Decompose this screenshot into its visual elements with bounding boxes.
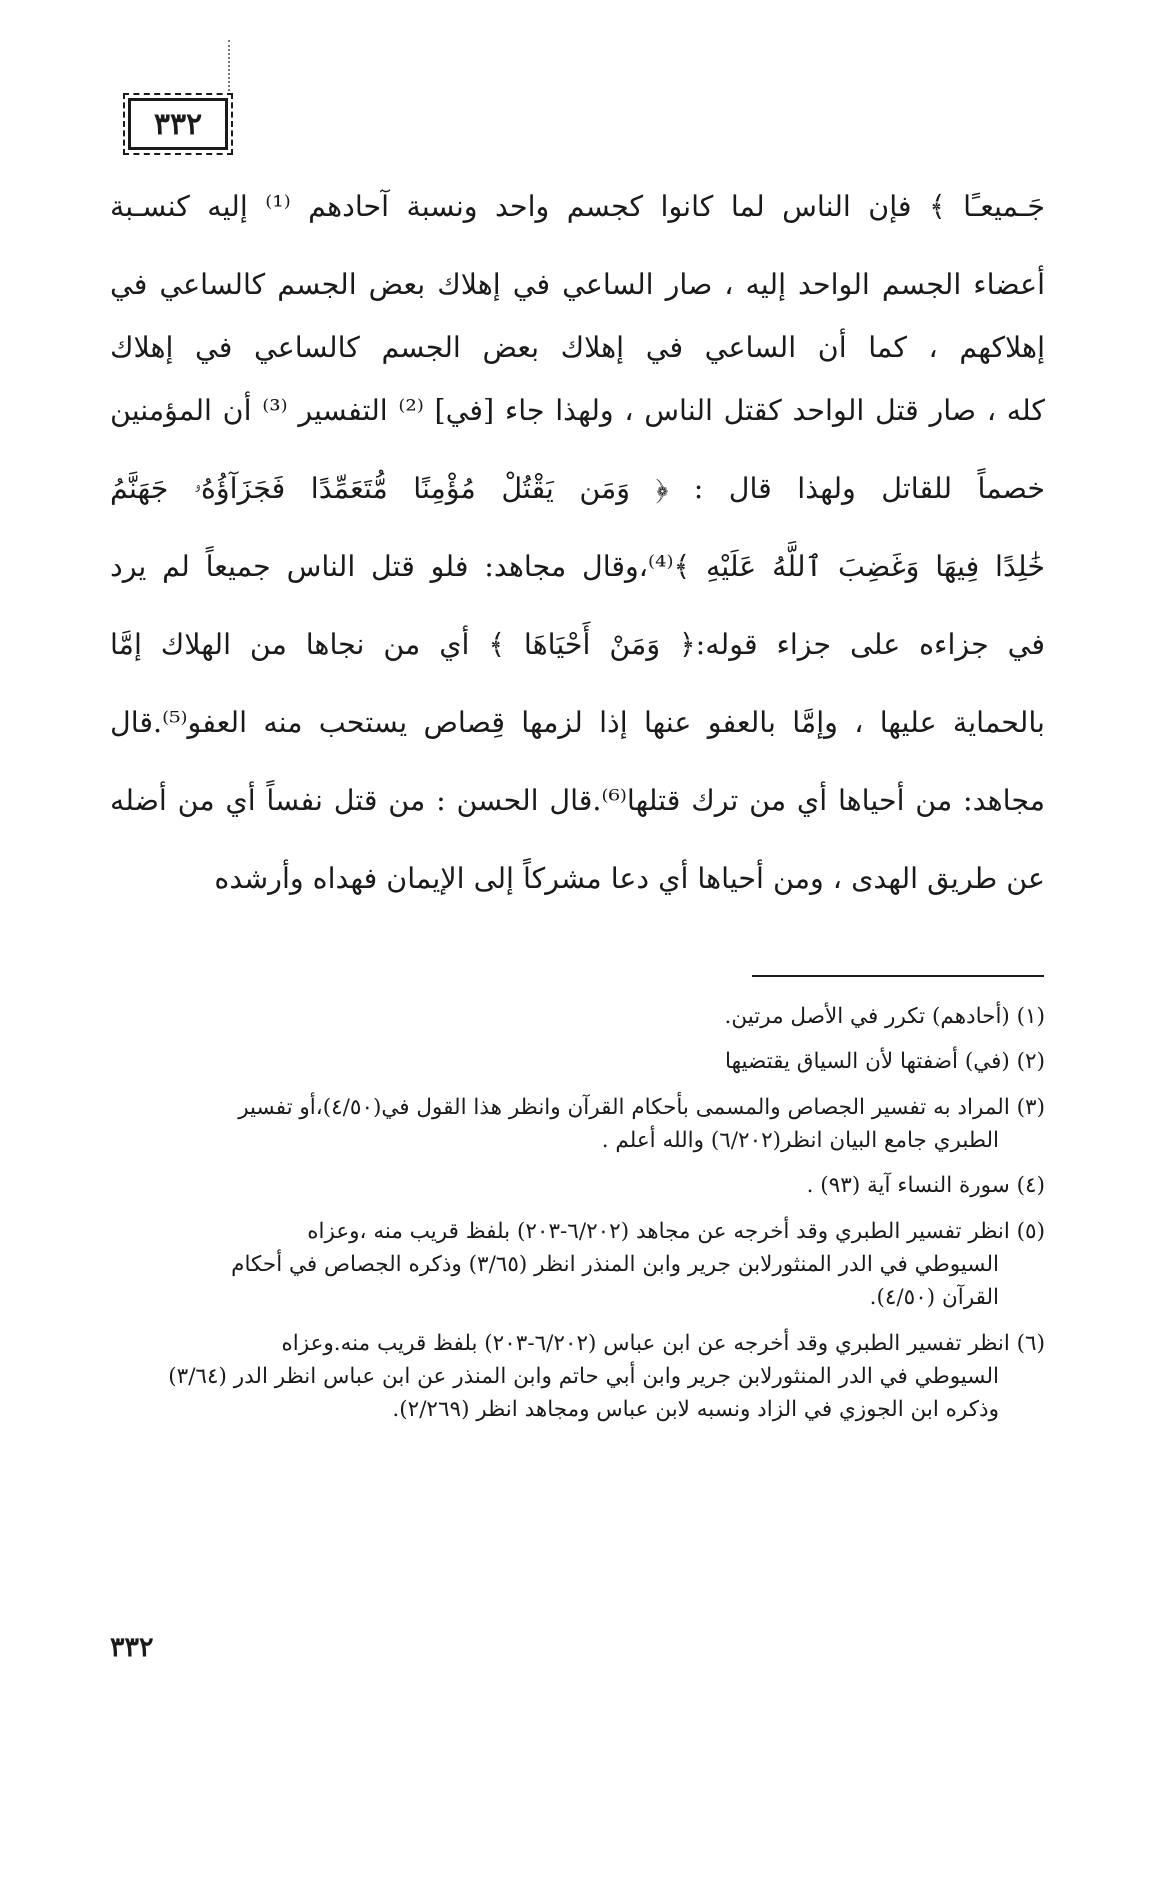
footnote-number: (١) xyxy=(1016,1004,1045,1029)
text-line: مجاهد: من أحياها أي من ترك قتلها⁽⁶⁾.قال الحسن : من قتل نفساً أي من أضله xyxy=(110,784,1045,817)
footnote-continuation: السيوطي في الدر المنثورلابن جرير وابن أبي حاتم وابن المنذر عن ابن عباس انظر الدر (٣/٦٤) xyxy=(168,1363,999,1389)
footnote-number: (٦) xyxy=(1016,1330,1045,1356)
footnote-text: (في) أضفتها لأن السياق يقتضيها xyxy=(725,1049,1010,1075)
footnote xyxy=(110,1000,1045,1033)
text-line: عن طريق الهدى ، ومن أحياها أي دعا مشركاً إلى الإيمان فهداه وأرشده xyxy=(214,862,1045,895)
footnote-number: (٢) xyxy=(1016,1049,1045,1075)
footnote-text: (أحادهم) تكرر في الأصل مرتين. xyxy=(724,1004,1010,1029)
margin-mark xyxy=(228,40,232,95)
footnote xyxy=(110,1327,1045,1427)
main-text xyxy=(110,168,1045,918)
text-line: خصماً للقاتل ولهذا قال : ﴿ وَمَن يَقْتُلْ مُؤْمِنًا مُّتَعَمِّدًا فَجَزَآؤُهُۥ جَهَنَّمُ xyxy=(110,472,1045,505)
page-number-box: ٣٣٢ xyxy=(128,98,228,150)
footnote-number: (٥) xyxy=(1016,1218,1045,1244)
text-line: إهلاكهم ، كما أن الساعي في إهلاك بعض الجسم كالساعي في إهلاك xyxy=(110,331,1045,364)
text-line: جَـميعـًا ﴾ فإن الناس لما كانوا كجسم واحد ونسبة آحادهم ⁽¹⁾ إليه كنسـبة xyxy=(110,190,1045,223)
footnote-continuation: القرآن (٤/٥٠). xyxy=(869,1285,999,1311)
text-line: بالحماية عليها ، وإمَّا بالعفو عنها إذا لزمها قِصاص يستحب منه العفو⁽⁵⁾.قال xyxy=(110,706,1045,739)
text-line: في جزاءه على جزاء قوله:﴿ وَمَنْ أَحْيَاهَا ﴾ أي من نجاها من الهلاك إمَّا xyxy=(110,628,1045,661)
footnote-continuation: وذكره ابن الجوزي في الزاد ونسبه لابن عباس ومجاهد انظر (٢/٢٦٩). xyxy=(392,1397,999,1423)
footnote-number: (٣) xyxy=(1016,1094,1045,1120)
footnote-text: المراد به تفسير الجصاص والمسمى بأحكام القرآن وانظر هذا القول في(٤/٥٠)،أو تفسير xyxy=(238,1094,1010,1120)
footnote xyxy=(110,1091,1045,1158)
footnotes xyxy=(110,1000,1045,1438)
footnote xyxy=(110,1215,1045,1315)
footnote-separator xyxy=(752,975,1044,977)
footnote-continuation: السيوطي في الدر المنثورلابن جرير وابن المنذر انظر (٣/٦٥) وذكره الجصاص في أحكام xyxy=(231,1251,999,1277)
footnote-text: سورة النساء آية (٩٣) . xyxy=(806,1173,1010,1199)
footnote-continuation: الطبري جامع البيان انظر(٦/٢٠٢) والله أعلم . xyxy=(601,1127,999,1153)
footer-page-number: ٣٣٢ xyxy=(110,1632,154,1663)
footnote-text: انظر تفسير الطبري وقد أخرجه عن ابن عباس (٦/٢٠٢-٢٠٣) بلفظ قريب منه.وعزاه xyxy=(281,1330,1010,1356)
text-line: كله ، صار قتل الواحد كقتل الناس ، ولهذا جاء [في] ⁽²⁾ التفسير ⁽³⁾ أن المؤمنين xyxy=(110,394,1045,427)
footnote xyxy=(110,1045,1045,1078)
footnote-number: (٤) xyxy=(1016,1173,1045,1199)
footnote-text: انظر تفسير الطبري وقد أخرجه عن مجاهد (٦/٢٠٢-٢٠٣) بلفظ قريب منه ،وعزاه xyxy=(307,1218,1010,1244)
text-line: أعضاء الجسم الواحد إليه ، صار الساعي في إهلاك بعض الجسم كالساعي في xyxy=(110,268,1045,301)
text-line: خَٰلِدًا فِيهَا وَغَضِبَ ٱللَّهُ عَلَيْهِ ﴾⁽⁴⁾،وقال مجاهد: فلو قتل الناس جميعاً لم يرد xyxy=(110,550,1045,583)
footnote xyxy=(110,1169,1045,1202)
